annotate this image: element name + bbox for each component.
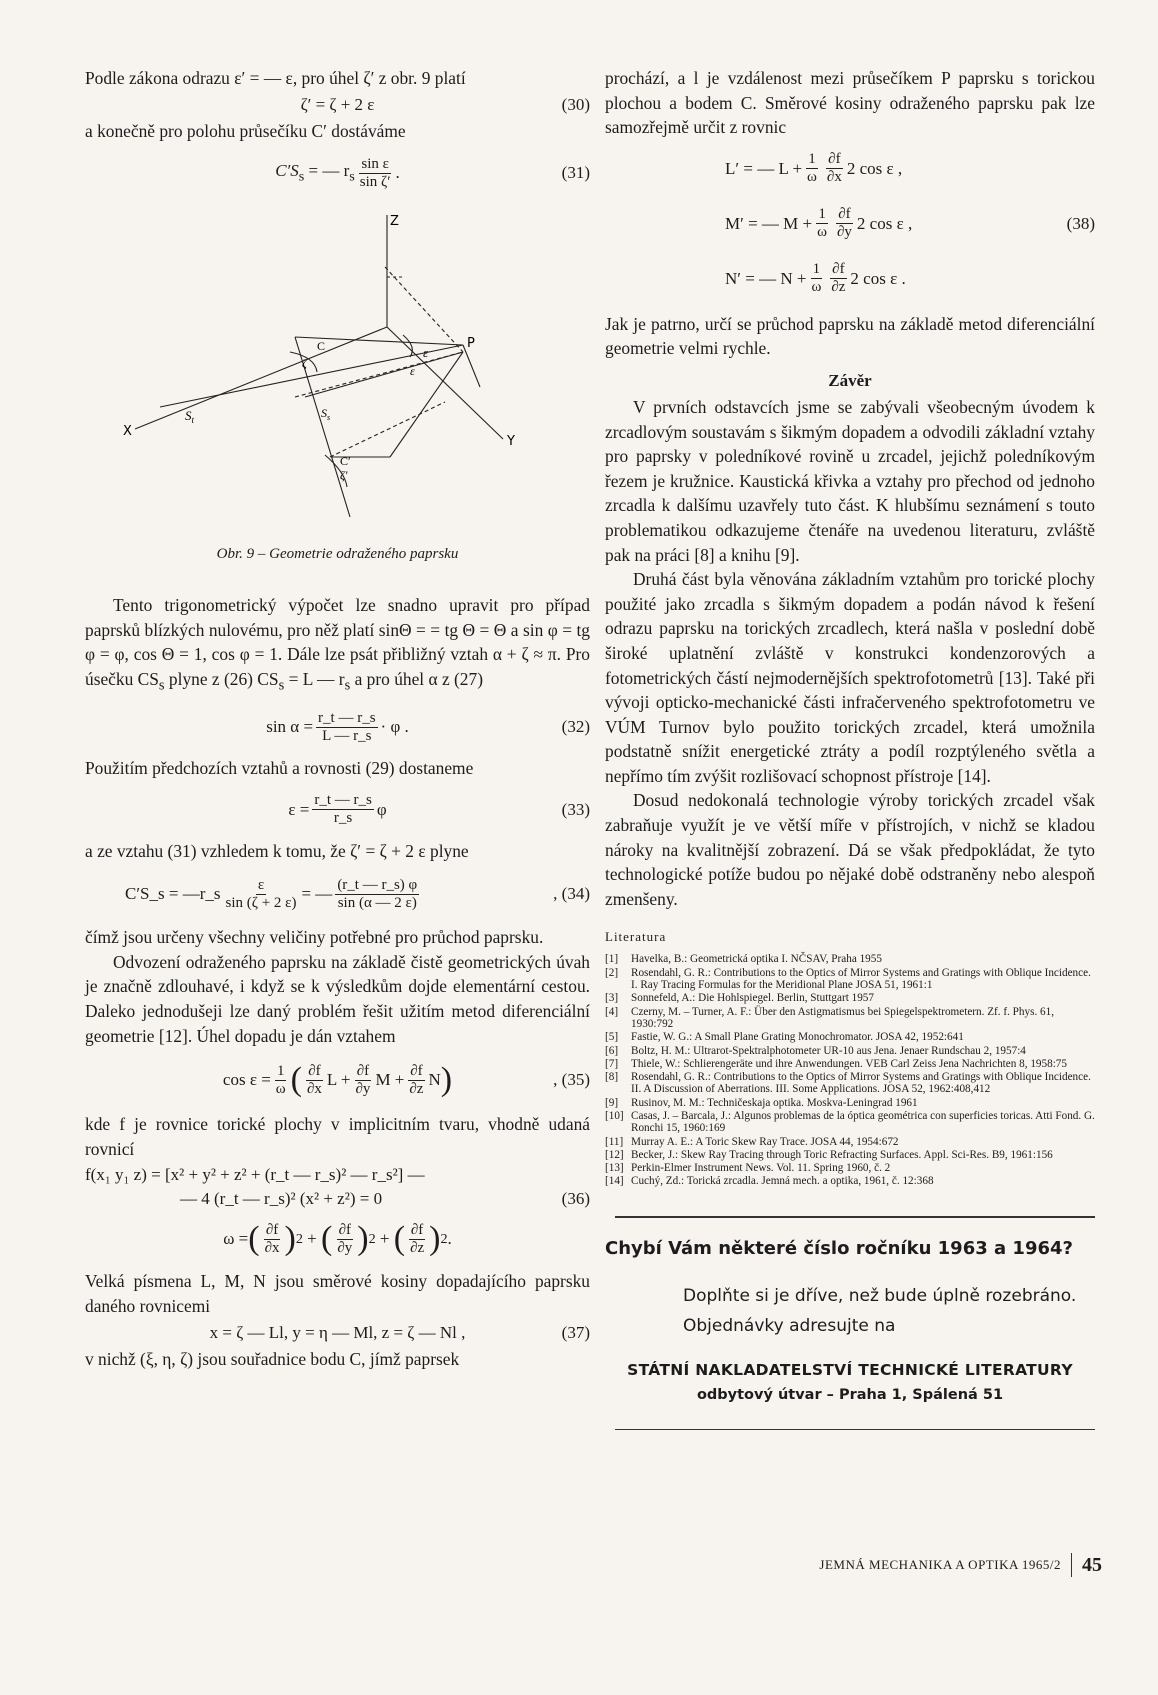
- label-zeta: ζ: [302, 356, 307, 371]
- reference-number: [8]: [605, 1071, 619, 1084]
- eq-lhs: ε =: [288, 799, 310, 819]
- paragraph: V prvních odstavcích jsme se zabývali všeobecným úvodem k zrcadlovým soustavám s šikmým dopadem a odvodili základní vztahy pro paprsky v poledníkové rovině u zrcadel, jejichž poledníkovým řezem je kružnice. Kaustická křivka a vztahy pro přechod od jednoho zrcadla k dalšímu uzavřely tuto část. K hlubšímu seznámení s touto problematikou odkazujeme čtenáře na uvedenou literaturu, zvláště pak na práci [8] a knihu [9].: [605, 396, 1095, 565]
- right-column: [605, 66, 1095, 1430]
- paragraph: Druhá část byla věnována základním vztahům pro torické plochy použité jako zrcadla s šikmým dopadem a podán návod k řešení odrazu paprsku na torických zrcadlech, která našla v poslední době široké uplatnění zvláště v konstrukci kondenzorových a fotometrických částí nejmodernějších spektrofotometrů [13]. Také při vývoji opticko-mechanické části infračerveného spektrofotometru ve VÚM Turnov bylo použito torických zrcadel, která umožnila podstatně snížit energetické ztráty a podíl rozptýleného světla a nepřímo tím zvýšit rozlišovací schopnost přístroje [14].: [605, 569, 1095, 786]
- paragraph: a konečně pro polohu průsečíku C′ dostáváme: [85, 120, 406, 141]
- equation-number: (36): [561, 1189, 590, 1209]
- fraction: $\frac{\partial f}{\partial x}$: [307, 1062, 322, 1097]
- page-number: 45: [1082, 1553, 1102, 1576]
- separator: [1071, 1553, 1072, 1577]
- denominator: sin (α — 2 ε): [337, 894, 417, 911]
- label-z: Z: [390, 214, 399, 230]
- paragraph: Podle zákona odrazu ε′ = — ε, pro úhel ζ′ z obr. 9 platí: [85, 68, 466, 88]
- reference-item: [605, 1045, 1095, 1057]
- denominator: sin (ζ + 2 ε): [225, 894, 297, 911]
- figure-caption: Obr. 9 – Geometrie odraženého paprsku: [216, 546, 459, 563]
- numerator: r_t — r_s: [318, 709, 376, 726]
- label-zeta-prime: ζ′: [340, 468, 348, 483]
- label-epsilon-2: ε: [410, 364, 415, 379]
- divider: [615, 1216, 1095, 1218]
- eq-tail: .: [395, 163, 400, 183]
- paragraph: prochází, a l je vzdálenost mezi průsečíkem P paprsku s torickou plochou a bodem C. Směrové kosiny odraženého paprsku pak lze samozřejmě určit z rovnic: [605, 68, 1095, 138]
- equation-number: (37): [561, 1322, 590, 1342]
- reference-item: [605, 1071, 1095, 1096]
- reference-item: [605, 1175, 1095, 1187]
- label-y: Y: [507, 434, 515, 450]
- label-c: C: [317, 339, 326, 354]
- equation-37: x = ζ — Ll, y = η — Ml, z = ζ — Nl , (37): [209, 1322, 590, 1342]
- denominator: ω: [275, 1080, 286, 1097]
- reference-number: [4]: [605, 1005, 619, 1018]
- paragraph: v nichž (ξ, η, ζ) jsou souřadnice bodu C, jímž paprsek: [85, 1348, 460, 1369]
- paragraph: Jak je patrno, určí se průchod paprsku na základě metod diferenciální geometrie velmi rychle.: [605, 313, 1095, 359]
- denominator: sin ζ′: [359, 173, 391, 190]
- equation-number: (33): [561, 799, 590, 819]
- reference-number: [5]: [605, 1031, 619, 1044]
- equation-32: [85, 702, 590, 752]
- equation-36a: f(x₁ y₁ z) = [x² + y² + z² + (r_t — r_s)² — r_s²] —: [85, 1165, 425, 1185]
- eq-tail: · φ .: [380, 717, 409, 737]
- reference-number: [10]: [605, 1110, 624, 1122]
- equation-number: , (34): [553, 884, 590, 904]
- equation-number: (31): [561, 163, 590, 183]
- figure-9: [85, 207, 590, 542]
- fraction: [358, 156, 393, 191]
- eq-sub: s: [298, 168, 305, 185]
- left-column: [85, 66, 590, 1371]
- page-footer: [819, 1553, 1102, 1577]
- reference-item: [605, 1162, 1095, 1174]
- equation-omega: ω = ( $\frac{\partial f}{\partial x}$ ) 2 + ( $\frac{\partial f}{\partial y}$ ) 2 + ( $\frac{\partial f}{\partial z}$ ) 2 .: [223, 1220, 452, 1258]
- reference-number: [12]: [605, 1148, 624, 1161]
- reference-item: [605, 1097, 1095, 1109]
- paragraph: Dosud nedokonalá technologie výroby torických zrcadel však zabraňuje využít je ve větší míře v přístrojích, v nichž se kladou nároky na kvalitnější zobrazení. Dá se však předpokládat, že tyto technologické potíže budou po nějaké době odstraněny nebo alespoň zmenšeny.: [605, 790, 1095, 909]
- paragraph: a ze vztahu (31) vzhledem k tomu, že ζ′ = ζ + 2 ε plyne: [85, 840, 469, 861]
- equation-number: (32): [561, 717, 590, 737]
- reference-number: [7]: [605, 1057, 619, 1070]
- reference-number: [11]: [605, 1135, 624, 1148]
- reference-text: Havelka, B.: Geometrická optika I. NČSAV, Praha 1955: [631, 953, 882, 966]
- eq-lhs: sin α =: [266, 717, 314, 737]
- paragraph: Tento trigonometrický výpočet lze snadno upravit pro případ paprsků blízkých nulovému, pro něž platí sinΘ = = tg Θ = Θ a sin φ = tg φ = φ, cos Θ = 1, cos φ = 1. Dále lze psát přibližný vztah α + ζ ≈ π. Pro úsečku $CS_s$ plyne z (26) $CS_s = L$ — $r_s$ a pro úhel α z (27): [85, 595, 590, 694]
- reference-text: Sonnefeld, A.: Die Hohlspiegel. Berlin, Stuttgart 1957: [631, 992, 874, 1005]
- reference-number: [13]: [605, 1162, 624, 1175]
- reference-text: Czerny, M. – Turner, A. F.: Über den Astigmatismus bei Spiegelspektrometern. Zf. f. Phys. 61, 1930:792: [631, 1005, 1055, 1030]
- reference-text: Rosendahl, G. R.: Contributions to the Optics of Mirror Systems and Gratings with Oblique Incidence. II. A Discussion of Aberrations. III. Some Applications. JOSA 52, 1962:408,412: [631, 1071, 1091, 1096]
- eq-lhs: C′S_s = —r_s: [125, 884, 221, 904]
- ad-line: Doplňte si je dříve, než bude úplně rozebráno.: [683, 1285, 1077, 1306]
- section-heading: Závěr: [828, 370, 872, 390]
- denominator: r_s: [333, 810, 353, 827]
- divider: [615, 1429, 1095, 1430]
- reference-text: Perkin-Elmer Instrument News. Vol. 11. Spring 1960, č. 2: [631, 1162, 891, 1175]
- numerator: ε: [257, 876, 265, 893]
- reference-text: Cuchý, Zd.: Torická zrcadla. Jemná mech. a optika, 1961, č. 12:368: [631, 1175, 934, 1188]
- ad-publisher: STÁTNÍ NAKLADATELSTVÍ TECHNICKÉ LITERATURY: [627, 1360, 1073, 1379]
- fraction: [274, 1063, 288, 1098]
- eq-mid: = —: [301, 884, 333, 904]
- reference-text: Casas, J. – Barcala, J.: Algunos problemas de la óptica geométrica con superficies toricas. Atti Fond. G. Ronchi 15, 1960:169: [631, 1110, 1095, 1135]
- denominator: L — r_s: [322, 727, 372, 744]
- paragraph: čímž jsou určeny všechny veličiny potřebné pro průchod paprsku.: [85, 927, 544, 948]
- paragraph: Použitím předchozích vztahů a rovnosti (29) dostaneme: [85, 758, 474, 779]
- equation-number: , (35): [553, 1070, 590, 1090]
- numerator: sin ε: [361, 155, 389, 172]
- reference-item: [605, 953, 1095, 965]
- reference-item: [605, 1136, 1095, 1148]
- label-st: $S_t$: [185, 408, 195, 426]
- numerator: (r_t — r_s) φ: [337, 876, 418, 893]
- reference-text: Boltz, H. M.: Ultrarot-Spektralphotometer UR-10 aus Jena. Jenaer Rundschau 2, 1957:4: [631, 1044, 1026, 1057]
- label-p: P: [467, 336, 475, 352]
- reference-number: [9]: [605, 1096, 619, 1109]
- reference-number: [2]: [605, 966, 619, 979]
- ad-address: odbytový útvar – Praha 1, Spálená 51: [696, 1386, 1004, 1403]
- references-title: Literatura: [605, 929, 667, 945]
- reference-item: [605, 1031, 1095, 1043]
- reference-item: [605, 1149, 1095, 1161]
- equation-30: [85, 95, 590, 115]
- equation-36b: — 4 (r_t — r_s)² (x² + z²) = 0 (36): [180, 1189, 590, 1209]
- equation-38: [605, 144, 1095, 304]
- ad-line: Objednávky adresujte na: [683, 1315, 896, 1336]
- reference-text: Becker, J.: Skew Ray Tracing through Toric Refracting Surfaces. Appl. Sci-Res. B9, 1961:156: [631, 1148, 1053, 1161]
- eq38-line-2: M′ = — M + $\frac{1}{\omega}$ $\frac{\partial f}{\partial y}$ 2 cos ε , (38): [725, 206, 1095, 241]
- reference-text: Thiele, W.: Schlierengeräte und ihre Anwendungen. VEB Carl Zeiss Jena Nachrichten 8, 1958:75: [631, 1057, 1067, 1070]
- journal-name: JEMNÁ MECHANIKA A OPTIKA 1965/2: [819, 1557, 1061, 1572]
- equation-31: [85, 147, 590, 199]
- numerator: r_t — r_s: [314, 792, 372, 809]
- paragraph: kde f je rovnice torické plochy v implicitním tvaru, vhodně udaná rovnicí: [85, 1114, 590, 1159]
- eq-mid: = — r: [304, 160, 350, 180]
- reference-item: [605, 1006, 1095, 1031]
- reference-text: Murray A. E.: A Toric Skew Ray Trace. JOSA 44, 1954:672: [631, 1135, 899, 1148]
- eq-lhs: cos ε =: [222, 1070, 271, 1090]
- label-ss: $S_s$: [321, 406, 331, 423]
- reference-item: [605, 1110, 1095, 1135]
- eq-tail: φ: [376, 799, 387, 819]
- fraction: $\frac{\partial f}{\partial z}$: [409, 1062, 424, 1097]
- equation-35: cos ε = $\frac{1}{\omega}$ ( $\frac{\partial f}{\partial x}$ L + $\frac{\partial f}{\partial y}$ M + $\frac{\partial f}{\partial z}$ N ) , (35): [222, 1061, 590, 1099]
- fraction: [335, 877, 419, 912]
- reference-list: [605, 953, 1095, 1187]
- fraction: $\frac{\partial f}{\partial y}$: [355, 1062, 371, 1097]
- reference-text: Rusinov, M. M.: Techničeskaja optika. Moskva-Leningrad 1961: [631, 1096, 918, 1109]
- reference-number: [1]: [605, 953, 619, 966]
- label-cprime: C′: [340, 454, 351, 469]
- reference-item: [605, 967, 1095, 992]
- paragraph: Velká písmena L, M, N jsou směrové kosiny dopadajícího paprsku daného rovnicemi: [85, 1271, 590, 1316]
- label-x: X: [123, 424, 132, 440]
- reference-item: [605, 992, 1095, 1004]
- reference-item: [605, 1058, 1095, 1070]
- geometry-diagram: [85, 207, 590, 537]
- equation-33: [85, 785, 590, 835]
- equation-number: (38): [1066, 213, 1095, 233]
- reference-number: [6]: [605, 1044, 619, 1057]
- equation-expr: ζ′ = ζ + 2 ε: [300, 94, 375, 114]
- eq-lhs: C′S: [275, 160, 299, 180]
- reference-text: Fastie, W. G.: A Small Plane Grating Monochromator. JOSA 42, 1952:641: [631, 1031, 964, 1044]
- eq38-line-1: L′ = — L + $\frac{1}{\omega}$ $\frac{\partial f}{\partial x}$ 2 cos ε ,: [725, 151, 903, 186]
- equation-number: (30): [561, 94, 590, 114]
- eq-sub: s: [349, 168, 355, 185]
- reference-number: [14]: [605, 1175, 624, 1188]
- eq38-line-3: N′ = — N + $\frac{1}{\omega}$ $\frac{\partial f}{\partial z}$ 2 cos ε .: [725, 261, 906, 296]
- equation-34: [85, 867, 590, 921]
- fraction: [224, 877, 299, 912]
- fraction: [312, 792, 374, 827]
- reference-text: Rosendahl, G. R.: Contributions to the Optics of Mirror Systems and Gratings with Oblique Incidence. I. Ray Tracing Formulas for the Meridional Plane JOSA 51, 1961:1: [631, 966, 1091, 992]
- advertisement: [605, 1238, 1095, 1403]
- fraction: [316, 710, 378, 745]
- ad-title: Chybí Vám některé číslo ročníku 1963 a 1964?: [605, 1237, 1073, 1259]
- numerator: 1: [276, 1062, 285, 1079]
- reference-number: [3]: [605, 992, 619, 1005]
- label-epsilon: ε: [423, 345, 429, 361]
- paragraph: Odvození odraženého paprsku na základě čistě geometrických úvah je značně zdlouhavé, i když se k výsledkům dojde elementární cestou. Daleko jednodušeji lze daný problém řešit užitím metod diferenciální geometrie [12]. Úhel dopadu je dán vztahem: [85, 951, 590, 1046]
